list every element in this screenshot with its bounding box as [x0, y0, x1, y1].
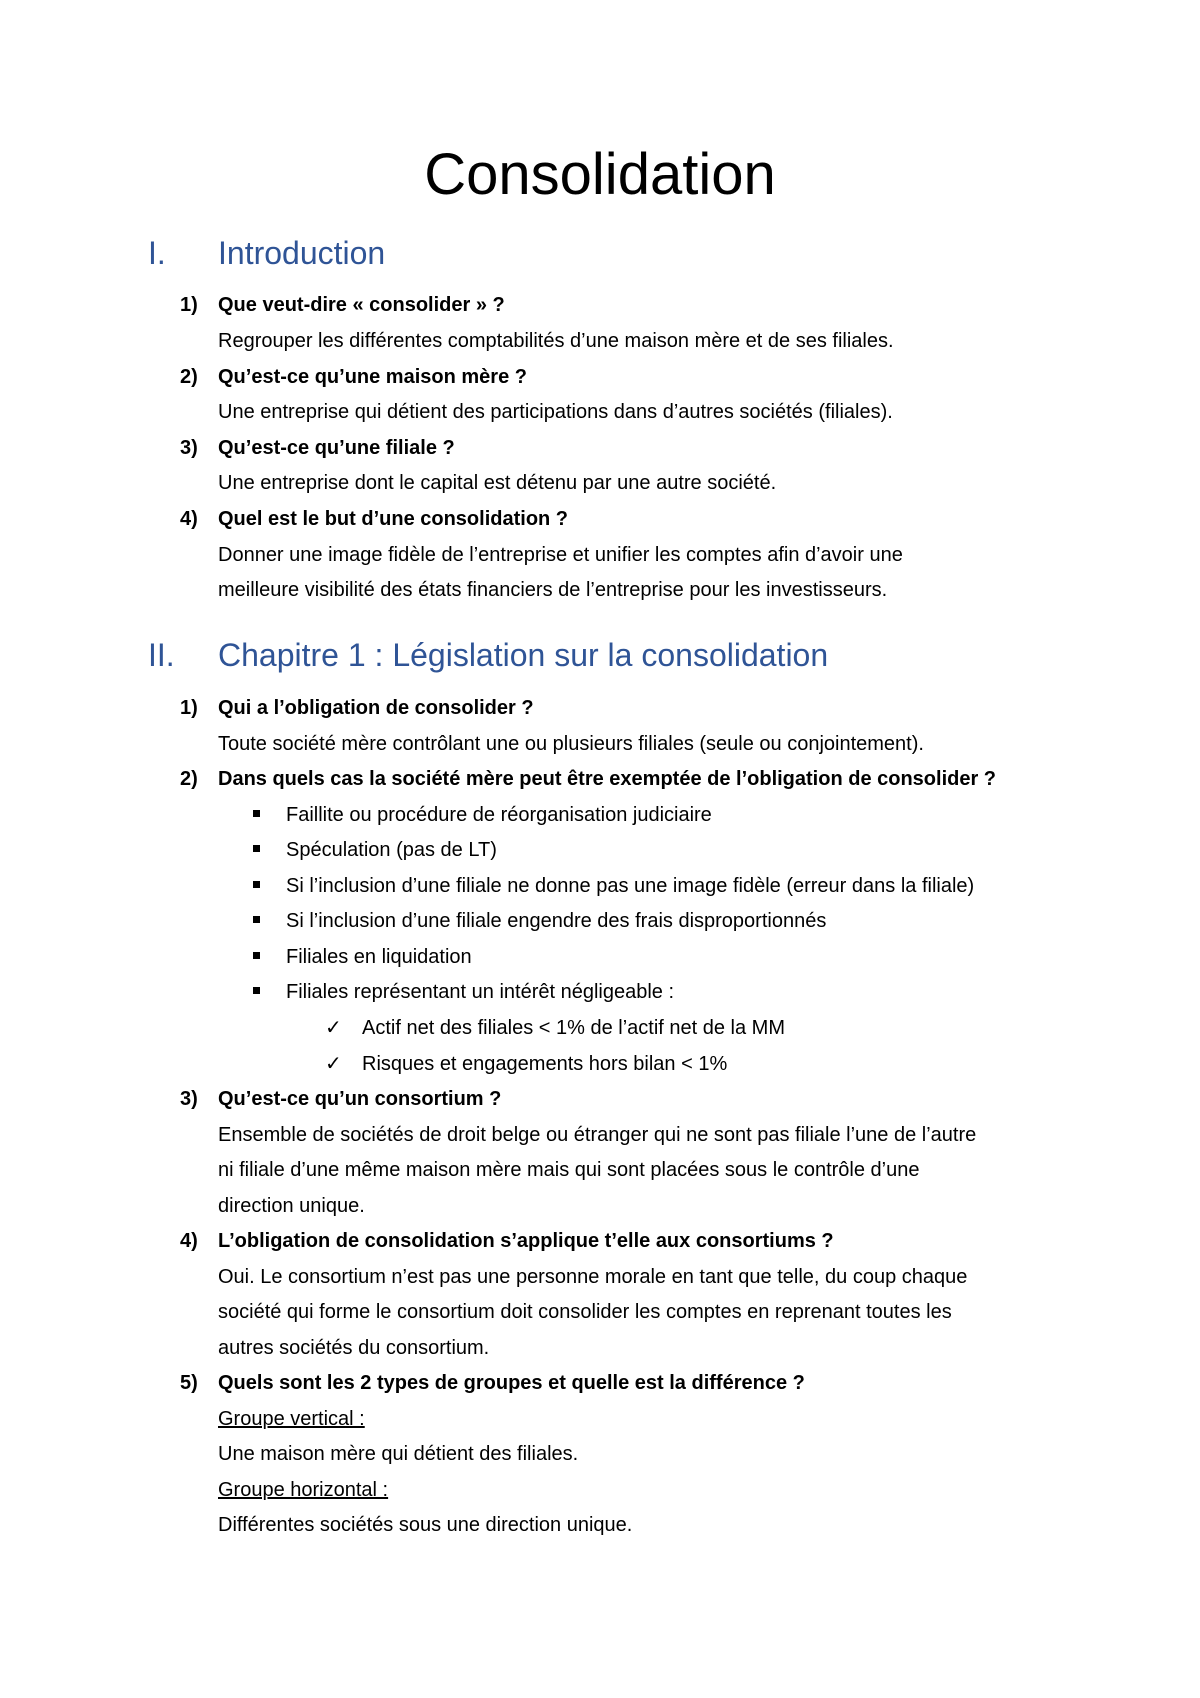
answer-line: Une entreprise dont le capital est détenu par une autre société.: [218, 472, 777, 494]
section-number: II.: [148, 637, 175, 673]
answer-line: Donner une image fidèle de l’entreprise et unifier les comptes afin d’avoir une: [218, 544, 903, 566]
list-item: [253, 802, 712, 828]
question-text: Quel est le but d’une consolidation ?: [218, 508, 569, 530]
section-heading-introduction: [148, 233, 385, 273]
check-item: [325, 1015, 785, 1041]
question-number: 3): [180, 1088, 198, 1110]
check-item-text: Risques et engagements hors bilan < 1%: [362, 1053, 728, 1075]
list-item: [253, 979, 674, 1005]
list-item: [253, 944, 472, 970]
question-text: Qu’est-ce qu’une filiale ?: [218, 437, 455, 459]
check-item-text: Actif net des filiales < 1% de l’actif net de la MM: [362, 1017, 785, 1039]
answer-line: Différentes sociétés sous une direction unique.: [218, 1514, 633, 1536]
question-text: Que veut-dire « consolider » ?: [218, 294, 505, 316]
answer-line: Une entreprise qui détient des participations dans d’autres sociétés (filiales).: [218, 401, 893, 423]
question-number: 4): [180, 1230, 198, 1252]
question-text: Quels sont les 2 types de groupes et quelle est la différence ?: [218, 1372, 805, 1394]
list-item-text: Si l’inclusion d’une filiale engendre des frais disproportionnés: [286, 910, 827, 932]
question: [180, 1370, 805, 1396]
question: [180, 695, 534, 721]
check-icon: ✓: [325, 1053, 342, 1075]
question-text: Qu’est-ce qu’un consortium ?: [218, 1088, 502, 1110]
list-item: [253, 837, 497, 863]
question-number: 3): [180, 437, 198, 459]
section-title: Chapitre 1 : Législation sur la consolidation: [218, 637, 829, 673]
question-number: 1): [180, 294, 198, 316]
answer-line: société qui forme le consortium doit consolider les comptes en reprenant toutes les: [218, 1301, 952, 1323]
answer-line: Ensemble de sociétés de droit belge ou étranger qui ne sont pas filiale l’une de l’autre: [218, 1124, 977, 1146]
question-number: 4): [180, 508, 198, 530]
check-icon: ✓: [325, 1017, 342, 1039]
list-item-text: Filiales représentant un intérêt négligeable :: [286, 981, 675, 1003]
section-title: Introduction: [218, 235, 386, 271]
question: [180, 364, 527, 390]
group-label-horizontal: Groupe horizontal :: [218, 1479, 389, 1501]
question-text: L’obligation de consolidation s’applique t’elle aux consortiums ?: [218, 1230, 834, 1252]
question-text: Qui a l’obligation de consolider ?: [218, 697, 534, 719]
question-text: Qu’est-ce qu’une maison mère ?: [218, 366, 527, 388]
list-item-text: Filiales en liquidation: [286, 946, 472, 968]
answer-line: Toute société mère contrôlant une ou plusieurs filiales (seule ou conjointement).: [218, 733, 924, 755]
section-heading-chapitre-1: [148, 635, 828, 675]
list-item: [253, 873, 974, 899]
answer-line: direction unique.: [218, 1195, 365, 1217]
question: [180, 1228, 834, 1254]
question-number: 2): [180, 768, 198, 790]
square-bullet-icon: [253, 987, 260, 994]
question: [180, 506, 568, 532]
question: [180, 766, 996, 792]
list-item-text: Faillite ou procédure de réorganisation judiciaire: [286, 804, 712, 826]
question: [180, 1086, 501, 1112]
list-item-text: Spéculation (pas de LT): [286, 839, 497, 861]
document-title: Consolidation: [424, 142, 776, 207]
answer-line: Oui. Le consortium n’est pas une personne morale en tant que telle, du coup chaque: [218, 1266, 968, 1288]
square-bullet-icon: [253, 845, 260, 852]
question-text: Dans quels cas la société mère peut être exemptée de l’obligation de consolider ?: [218, 768, 997, 790]
question: [180, 435, 455, 461]
list-item-text: Si l’inclusion d’une filiale ne donne pas une image fidèle (erreur dans la filiale): [286, 875, 975, 897]
answer-line: autres sociétés du consortium.: [218, 1337, 490, 1359]
square-bullet-icon: [253, 952, 260, 959]
group-label-vertical: Groupe vertical :: [218, 1408, 365, 1430]
question: [180, 292, 505, 318]
square-bullet-icon: [253, 810, 260, 817]
section-number: I.: [148, 235, 166, 271]
answer-line: ni filiale d’une même maison mère mais qui sont placées sous le contrôle d’une: [218, 1159, 920, 1181]
question-number: 2): [180, 366, 198, 388]
check-item: [325, 1051, 727, 1077]
question-number: 1): [180, 697, 198, 719]
answer-line: Une maison mère qui détient des filiales.: [218, 1443, 579, 1465]
question-number: 5): [180, 1372, 198, 1394]
answer-line: meilleure visibilité des états financiers de l’entreprise pour les investisseurs.: [218, 579, 888, 601]
list-item: [253, 908, 826, 934]
square-bullet-icon: [253, 916, 260, 923]
square-bullet-icon: [253, 881, 260, 888]
answer-line: Regrouper les différentes comptabilités d’une maison mère et de ses filiales.: [218, 330, 894, 352]
